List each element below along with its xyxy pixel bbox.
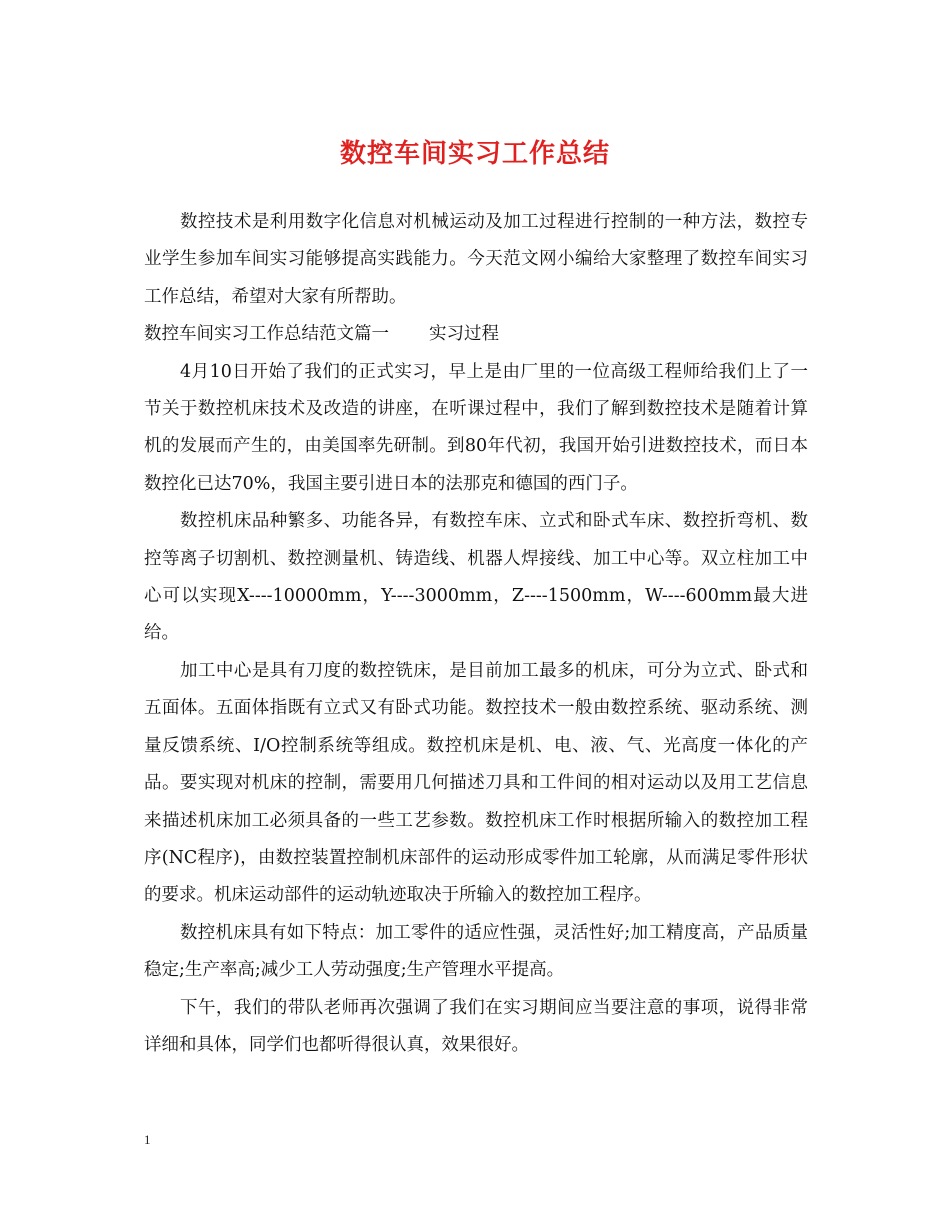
section-subheading: 实习过程 (429, 324, 499, 345)
paragraph-5: 下午，我们的带队老师再次强调了我们在实习期间应当要注意的事项，说得非常详细和具体，同学们也都听得很认真，效果很好。 (144, 997, 808, 1055)
document-body (144, 204, 808, 1064)
intro-paragraph: 数控技术是利用数字化信息对机械运动及加工过程进行控制的一种方法，数控专业学生参加车间实习能够提高实践能力。今天范文网小编给大家整理了数控车间实习工作总结，希望对大家有所帮助。 (144, 212, 808, 307)
paragraph-4: 数控机床具有如下特点：加工零件的适应性强，灵活性好;加工精度高，产品质量稳定;生产率高;减少工人劳动强度;生产管理水平提高。 (144, 922, 808, 981)
paragraph-2: 数控机床品种繁多、功能各异，有数控车床、立式和卧式车床、数控折弯机、数控等离子切割机、数控测量机、铸造线、机器人焊接线、加工中心等。双立柱加工中心可以实现X----10000mm，Y----3000mm，Z----1500mm，W----600mm最大进给。 (144, 511, 808, 644)
document-title: 数控车间实习工作总结 (339, 139, 610, 169)
section-heading: 数控车间实习工作总结范文篇一 (144, 324, 389, 345)
page-number: 1 (144, 1132, 151, 1147)
paragraph-3: 加工中心是具有刀度的数控铣床，是目前加工最多的机床，可分为立式、卧式和五面体。五面体指既有立式又有卧式功能。数控技术一般由数控系统、驱动系统、测量反馈系统、I/O控制系统等组成。数控机床是机、电、液、气、光高度一体化的产品。要实现对机床的控制，需要用几何描述刀具和工件间的相对运动以及用工艺信息来描述机床加工必须具备的一些工艺参数。数控机床工作时根据所输入的数控加工程序(NC程序)，由数控装置控制机床部件的运动形成零件加工轮廓，从而满足零件形状的要求。机床运动部件的运动轨迹取决于所输入的数控加工程序。 (144, 660, 808, 906)
paragraph-1: 4月10日开始了我们的正式实习，早上是由厂里的一位高级工程师给我们上了一节关于数控机床技术及改造的讲座，在听课过程中，我们了解到数控技术是随着计算机的发展而产生的，由美国率先研制。到80年代初，我国开始引进数控技术，而日本数控化已达70%，我国主要引进日本的法那克和德国的西门子。 (144, 361, 808, 494)
section-heading-line (144, 316, 808, 353)
